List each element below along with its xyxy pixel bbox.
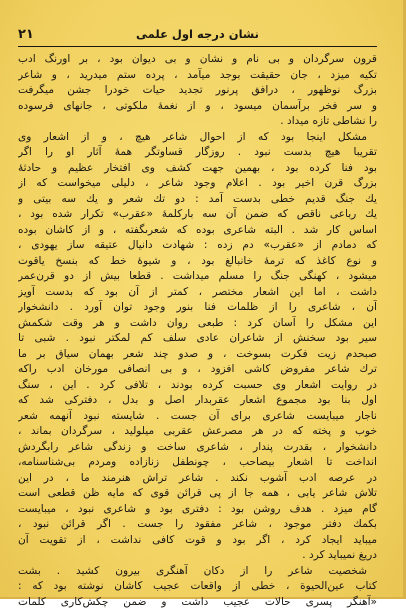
text-line: اول بنا بود مجموع اشعار عقربدار اصل و بدل ، دفترکی شد که (18, 393, 377, 409)
text-line: ناجار میبایست شاعری برای آن جست . شایسته نبود آنهمه شعر (18, 409, 377, 425)
text-line: صبحدم زیت فکرت بسوخت ، و صدو چند شعر بهمان سیاق بر ما (18, 347, 377, 363)
text-line: مشکل اینجا بود که از احوال شاعر هیچ ، و از اشعار وی (18, 130, 377, 146)
text-line: داشت ، اما این اشعار مختصر ، کمتر از آن بود که بدست آویز (18, 285, 377, 301)
text-line: اساس کار شد . البته شاعری بوده که شعرىگفته ، و از کاشان بوده (18, 223, 377, 239)
text-line: کتاب عین‌الحیوة ، خطی از واقعات عجیب کاشان نوشته بود که : (18, 579, 377, 595)
text-line: میشود ، کهنگی جنگ را مسلم میداشت . قطعا بیش از دو قرن‌عمر (18, 269, 377, 285)
text-line: و نوع کاغذ که ترمهٔ خانبالغ بود ، و شیوهٔ خط که بنسخ یاقوت (18, 254, 377, 270)
text-line: دانشخوار ، بقدرت پندار ، شاعری ساخت و زندگی شاعر رابگردش (18, 440, 377, 456)
text-line: شخصیت شاعر را از دکان آهنگری بیرون کشید . بشت (18, 564, 377, 580)
text-line: و سر فخر برآسمان میسود ، و از نغمهٔ ملکوتی ، جانهای فرسوده (18, 99, 377, 115)
text-line: «آهنگر پسری حالات عجیب داشت و ضمن چکش‌کاری کلمات (18, 595, 377, 610)
text-line: در روایت اشعار وی حسبت کرده بودند ، تلافی کرد . این ، سنگ (18, 378, 377, 394)
text-line: خوب و پخته که در هر مصرعش عقربی میلولید ، سرگردان بماند ، (18, 424, 377, 440)
text-line: بکمك دفتر موجود ، شاعر مفقود را جست . اگر قرائن نبود ، (18, 517, 377, 533)
text-line: دریغ نمیباید کرد . (18, 548, 377, 564)
text-line: آن ، شاعری را از ظلمات فنا بنور وجود توان آورد . دانشخوار (18, 300, 377, 316)
text-line: در عرصه ادب آشوب نکند . شاعر تراش هنرمند ما ، در این (18, 471, 377, 487)
text-line: گام میزد . هدف روشن بود : دفتری بود و شاعری نبود ، میبایست (18, 502, 377, 518)
body-text (18, 52, 377, 610)
text-line: این مشکل را آسان کرد : طبعی روان داشت و هر وقت شکمش (18, 316, 377, 332)
text-line: که دمادم از «عقرب» دم زده : شهادت دانیال عتیقه ساز یهودی ، (18, 238, 377, 254)
text-line: را نشاطی تازه میداد . (18, 114, 377, 130)
text-line: سیر بود سخنش از شاعران عادی سلف کم لمکتر نبود . شبی تا (18, 331, 377, 347)
text-line: میباید ایجاد کرد ، اگر بود و قوت کافی نداشت ، از تقویت آن (18, 533, 377, 549)
text-line: ترك شاعر مفروض کاشی افزود ، و بی انصافی مورخان ادب راکه (18, 362, 377, 378)
text-line: انداخت تا اشعار بیصاحب ، چونطفل زنازاده ومردم بی‌شناسنامه، (18, 455, 377, 471)
page-header (18, 26, 377, 47)
running-title: نشان درجه اول علمی (18, 27, 377, 41)
text-line: تلاش شاعر یابی ، همه جا از پی قرائن قوی که مایه ظن قطعی است (18, 486, 377, 502)
text-line: بود فنا کرده بود ، بهمین جهت کشف وی افتخار عظیم و حادثهٔ (18, 161, 377, 177)
page-number: ٢١ (18, 27, 34, 42)
text-line: قرون سرگردان و بی نام و نشان و بی دیوان بود ، بر اورنگ ادب (18, 52, 377, 68)
text-line: بزرگ قرن اخیر بود . اعلام وجود شاعر ، دلیلی میخواست که از (18, 176, 377, 192)
text-line: یك رباعی ناقص که ضمن آن سه بارکلمهٔ «عقرب» تکرار شده بود ، (18, 207, 377, 223)
text-line: بزرگ نوظهور ، درافق پرنور تجدید حیات خودرا جشن میگرفت (18, 83, 377, 99)
text-line: یك جنگ قدیم خطی بدست آمد : دو تك شعر و یك سه بیتی و (18, 192, 377, 208)
text-line: تکیه میزد ، جان حقیقت بوجد میآمد ، پرده ستم میدرید ، و شاعر (18, 68, 377, 84)
text-line: تقریبا هیچ بدست نبود . روزگار قساوتگر همهٔ آثار او را اگر (18, 145, 377, 161)
